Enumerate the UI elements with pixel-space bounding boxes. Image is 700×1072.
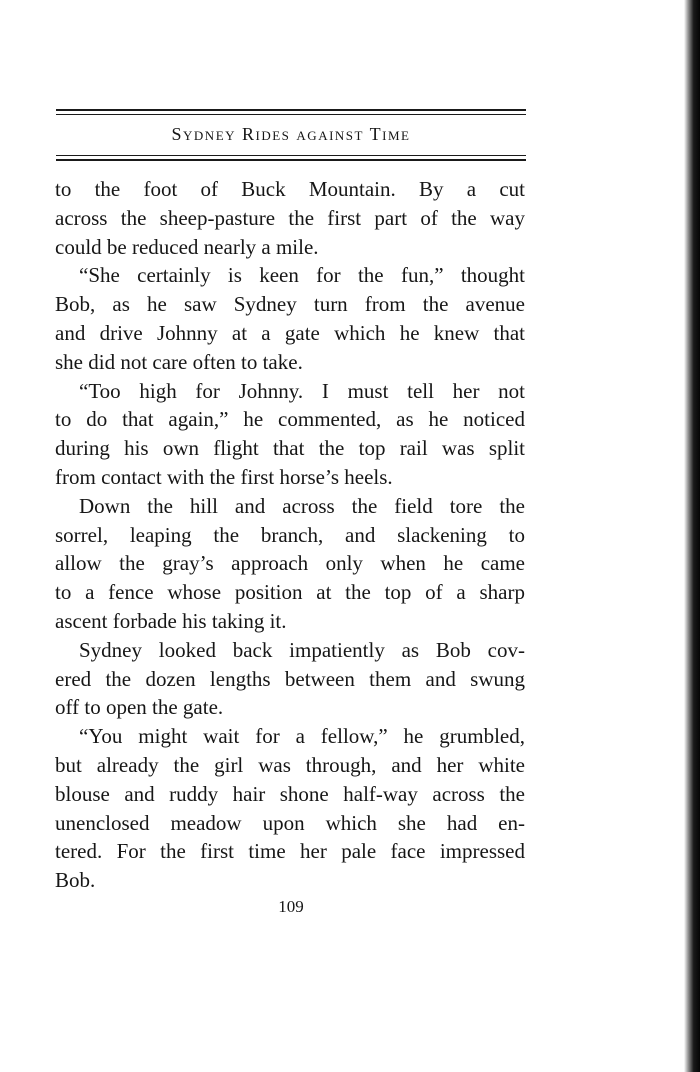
text-line: and drive Johnny at a gate which he knew that [55, 320, 525, 345]
text-line: but already the girl was through, and her white [55, 752, 525, 777]
text-line: sorrel, leaping the branch, and slackening to [55, 522, 525, 547]
text-line: could be reduced nearly a mile. [55, 234, 319, 259]
text-line: Bob. [55, 868, 96, 893]
body-text [55, 175, 525, 895]
text-line: allow the gray’s approach only when he came [55, 551, 525, 576]
text-line: across the sheep-pasture the first part of the way [55, 205, 525, 230]
text-line: to the foot of Buck Mountain. By a cut [55, 177, 525, 201]
text-line: Sydney looked back impatiently as Bob cov- [79, 637, 525, 662]
book-spine-shadow [684, 0, 700, 1072]
text-line: to a fence whose position at the top of a sharp [55, 580, 525, 605]
text-line: from contact with the first horse’s heels. [55, 464, 393, 489]
text-line: ascent forbade his taking it. [55, 608, 287, 633]
text-line: off to open the gate. [55, 695, 224, 720]
text-line: Bob, as he saw Sydney turn from the avenue [55, 292, 525, 317]
text-line: “She certainly is keen for the fun,” thought [79, 263, 525, 288]
text-line: blouse and ruddy hair shone half-way across the [55, 781, 525, 806]
text-line: Down the hill and across the field tore the [79, 493, 525, 518]
text-line: ered the dozen lengths between them and swung [55, 666, 525, 691]
text-line: tered. For the first time her pale face impressed [55, 839, 525, 864]
text-line: unenclosed meadow upon which she had en- [55, 810, 525, 835]
page-number: 109 [278, 897, 304, 916]
running-head: Sydney Rides against Time [171, 124, 411, 144]
text-line: “Too high for Johnny. I must tell her not [79, 378, 525, 403]
text-line: she did not care often to take. [55, 349, 303, 374]
header-rule-bottom [56, 155, 526, 161]
header-rule-top [56, 109, 526, 115]
text-line: to do that again,” he commented, as he noticed [55, 407, 525, 432]
text-line: “You might wait for a fellow,” he grumbled, [79, 724, 525, 749]
text-line: during his own flight that the top rail was split [55, 436, 525, 461]
